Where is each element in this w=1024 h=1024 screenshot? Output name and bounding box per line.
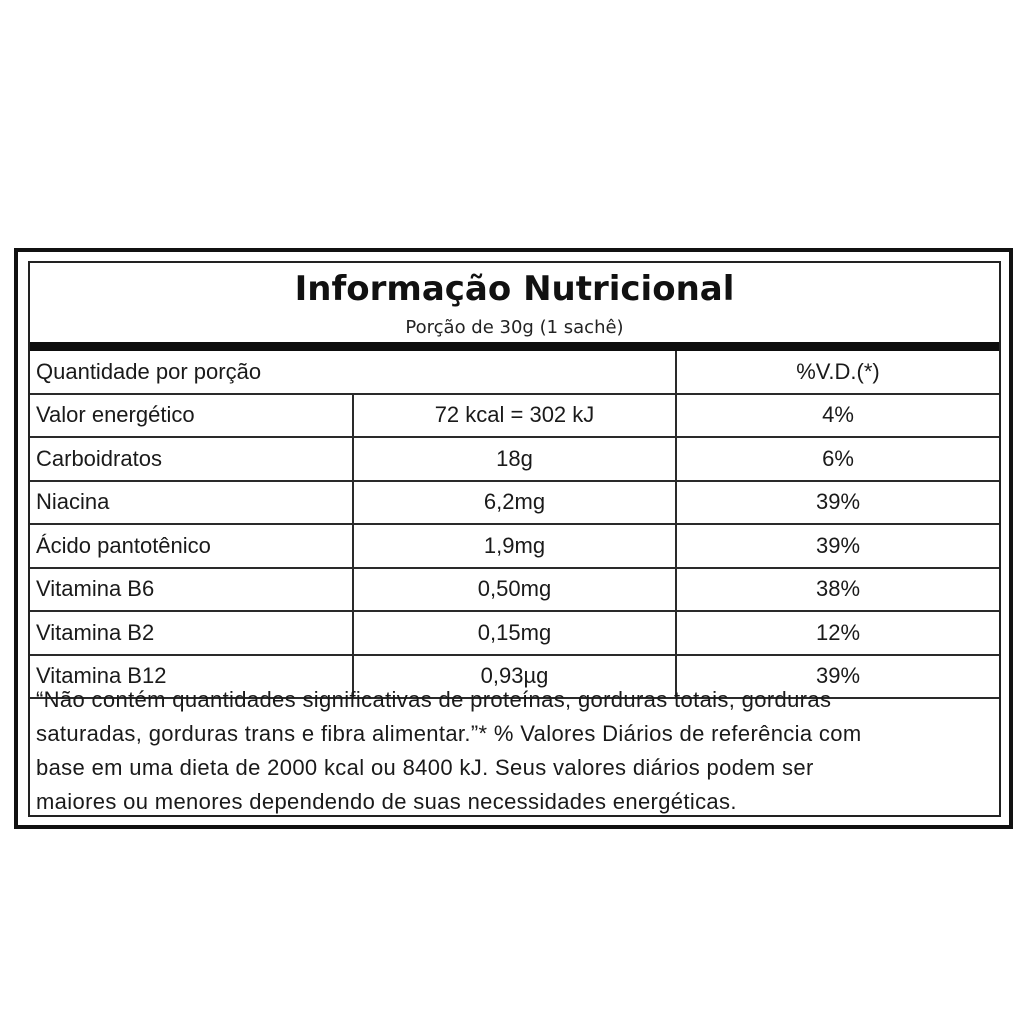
nutrient-amount: 18g	[353, 437, 676, 481]
daily-value-header: %V.D.(*)	[676, 351, 999, 394]
nutrient-name: Niacina	[30, 481, 353, 525]
footnote-line: maiores ou menores dependendo de suas necessidades energéticas.	[36, 789, 737, 814]
nutrient-daily-value: 4%	[676, 394, 999, 438]
table-row	[30, 524, 999, 568]
nutrient-daily-value: 39%	[676, 481, 999, 525]
label-footnote	[36, 683, 986, 819]
nutrient-daily-value: 39%	[676, 655, 999, 699]
nutrient-name: Vitamina B6	[30, 568, 353, 612]
nutrient-daily-value: 6%	[676, 437, 999, 481]
nutrient-daily-value: 38%	[676, 568, 999, 612]
nutrient-name: Carboidratos	[30, 437, 353, 481]
table-row	[30, 611, 999, 655]
table-row	[30, 394, 999, 438]
nutrient-name: Vitamina B2	[30, 611, 353, 655]
footnote-line: “Não contém quantidades significativas de proteínas, gorduras totais, gorduras	[36, 687, 832, 712]
header-divider	[30, 342, 999, 351]
quantity-per-serving-label: Quantidade por porção	[30, 351, 676, 394]
nutrient-name: Ácido pantotênico	[30, 524, 353, 568]
label-title: Informação Nutricional	[294, 269, 735, 309]
nutrient-daily-value: 12%	[676, 611, 999, 655]
nutrition-table	[30, 351, 999, 699]
table-row	[30, 568, 999, 612]
table-header-row	[30, 351, 999, 394]
nutrient-amount: 0,93µg	[353, 655, 676, 699]
nutrient-name: Vitamina B12	[30, 655, 353, 699]
nutrient-amount: 72 kcal = 302 kJ	[353, 394, 676, 438]
nutrient-amount: 6,2mg	[353, 481, 676, 525]
footnote-line: base em uma dieta de 2000 kcal ou 8400 kJ. Seus valores diários podem ser	[36, 755, 814, 780]
nutrient-name: Valor energético	[30, 394, 353, 438]
table-row	[30, 481, 999, 525]
label-header	[30, 263, 999, 343]
nutrient-daily-value: 39%	[676, 524, 999, 568]
footnote-line: saturadas, gorduras trans e fibra alimentar.”* % Valores Diários de referência com	[36, 721, 862, 746]
nutrient-amount: 0,50mg	[353, 568, 676, 612]
nutrition-label	[28, 261, 1001, 817]
nutrient-amount: 0,15mg	[353, 611, 676, 655]
table-row	[30, 437, 999, 481]
nutrient-amount: 1,9mg	[353, 524, 676, 568]
serving-size: Porção de 30g (1 sachê)	[405, 317, 624, 338]
